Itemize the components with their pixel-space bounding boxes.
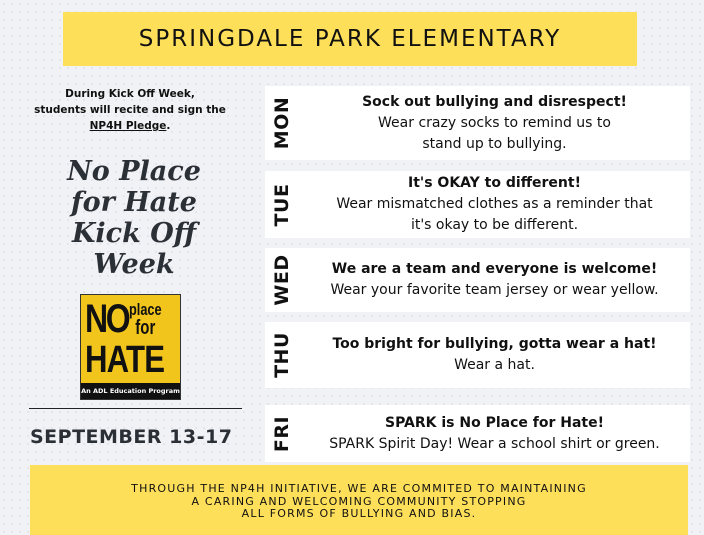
day-title: Sock out bullying and disrespect! — [362, 93, 627, 110]
day-desc: it's okay to be different. — [410, 217, 579, 233]
day-row-fri — [265, 405, 690, 462]
pledge-period: . — [166, 120, 171, 132]
day-label: MON — [271, 96, 293, 150]
day-title: Too bright for bullying, gotta wear a hat! — [332, 336, 657, 352]
day-row-mon — [265, 86, 690, 160]
school-title: SPRINGDALE PARK ELEMENTARY — [138, 26, 562, 52]
day-desc: Wear a hat. — [454, 357, 535, 373]
day-desc: Wear crazy socks to remind us to — [378, 114, 611, 131]
day-label: THU — [271, 332, 293, 378]
logo-place-for — [129, 301, 162, 338]
kickoff-line: No Place — [67, 156, 201, 187]
day-label: WED — [271, 254, 293, 306]
school-title-banner — [63, 12, 637, 66]
day-row-thu — [265, 322, 690, 388]
logo-place: place — [129, 300, 162, 319]
logo-hate: HATE — [85, 339, 165, 381]
kickoff-line: for Hate — [71, 187, 197, 218]
logo-no: NO — [85, 297, 129, 341]
left-column — [0, 60, 260, 460]
event-date: SEPTEMBER 13-17 — [30, 426, 233, 448]
day-desc: Wear your favorite team jersey or wear yellow. — [330, 282, 659, 298]
kickoff-line: Week — [93, 249, 175, 280]
day-desc: stand up to bullying. — [422, 135, 567, 152]
pledge-note — [0, 86, 260, 134]
day-row-tue — [265, 171, 690, 238]
logo-for: for — [135, 317, 156, 339]
pledge-line: During Kick Off Week, — [65, 88, 195, 100]
np4h-logo — [80, 294, 181, 400]
footer-line: A CARING AND WELCOMING COMMUNITY STOPPING — [191, 494, 527, 508]
day-title: It's OKAY to different! — [408, 175, 581, 191]
footer-line: ALL FORMS OF BULLYING AND BIAS. — [241, 507, 477, 520]
day-desc: SPARK Spirit Day! Wear a school shirt or green. — [329, 435, 660, 452]
day-label: TUE — [271, 183, 293, 226]
footer-line: THROUGH THE NP4H INITIATIVE, WE ARE COMMITED TO MAINTAINING — [131, 482, 587, 495]
logo-tagline: An ADL Education Program — [81, 383, 180, 399]
divider — [29, 408, 242, 409]
pledge-link[interactable]: NP4H Pledge — [89, 120, 167, 132]
pledge-line: students will recite and sign the — [34, 104, 226, 116]
day-title: We are a team and everyone is welcome! — [331, 261, 658, 277]
kickoff-line: Kick Off — [71, 218, 197, 249]
day-row-wed — [265, 248, 690, 312]
kickoff-title — [0, 156, 260, 280]
day-label: FRI — [271, 415, 293, 452]
day-title: SPARK is No Place for Hate! — [384, 414, 604, 431]
day-desc: Wear mismatched clothes as a reminder that — [336, 196, 653, 212]
